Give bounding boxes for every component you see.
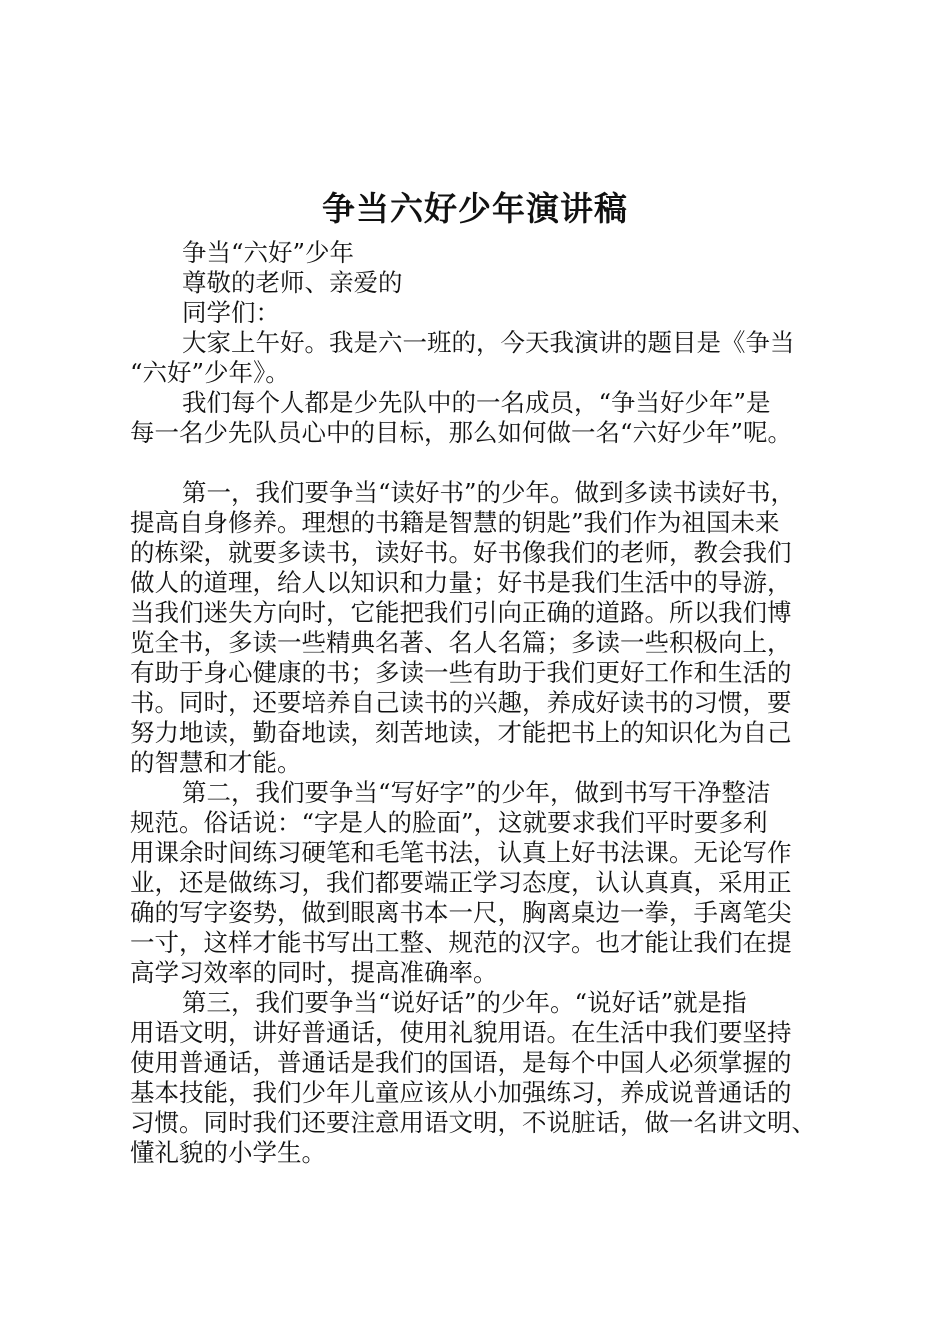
paragraph-line: 习惯。同时我们还要注意用语文明，不说脏话，做一名讲文明、 [130,1108,816,1137]
paragraph-line: 使用普通话，普通话是我们的国语，是每个中国人必须掌握的 [130,1048,792,1077]
paragraph-line: 懂礼貌的小学生。 [130,1138,326,1167]
paragraph-line: 第三，我们要争当“说好话”的少年。“说好话”就是指 [182,988,747,1017]
salutation-line: 同学们： [182,298,280,327]
paragraph-line: 一寸，这样才能书写出工整、规范的汉字。也才能让我们在提 [130,928,792,957]
paragraph-line: 的栋梁，就要多读书，读好书。好书像我们的老师，教会我们 [130,538,792,567]
salutation-line: 尊敬的老师、亲爱的 [182,268,403,297]
paragraph-line: 规范。俗话说：“字是人的脸面”，这就要求我们平时要多利 [130,808,768,837]
paragraph-line: 提高自身修养。理想的书籍是智慧的钥匙”我们作为祖国未来 [130,508,780,537]
document-title: 争当六好少年演讲稿 [322,189,628,228]
paragraph-line: 的智慧和才能。 [130,748,302,777]
paragraph-spacer [130,448,835,478]
paragraph-line: 做人的道理，给人以知识和力量；好书是我们生活中的导游， [130,568,792,597]
paragraph-line: 每一名少先队员心中的目标，那么如何做一名“六好少年”呢。 [130,418,793,447]
paragraph-line: 努力地读，勤奋地读，刻苦地读，才能把书上的知识化为自己 [130,718,792,747]
paragraph-line: 书。同时，还要培养自己读书的兴趣，养成好读书的习惯，要 [130,688,792,717]
speech-heading: 争当“六好”少年 [182,238,355,267]
paragraph-line: 基本技能，我们少年儿童应该从小加强练习，养成说普通话的 [130,1078,792,1107]
paragraph-line: 我们每个人都是少先队中的一名成员，“争当好少年”是 [182,388,771,417]
paragraph-line: 览全书，多读一些精典名著、名人名篇；多读一些积极向上， [130,628,792,657]
paragraph-line: “六好”少年》。 [130,358,290,387]
paragraph-line: 有助于身心健康的书；多读一些有助于我们更好工作和生活的 [130,658,792,687]
paragraph-line: 用语文明，讲好普通话，使用礼貌用语。在生活中我们要坚持 [130,1018,792,1047]
paragraph-line: 当我们迷失方向时，它能把我们引向正确的道路。所以我们博 [130,598,792,627]
paragraph-line: 第二，我们要争当“写好字”的少年，做到书写干净整洁 [182,778,771,807]
paragraph-line: 业，还是做练习，我们都要端正学习态度，认认真真，采用正 [130,868,792,897]
document-body [130,238,835,1168]
paragraph-line: 大家上午好。我是六一班的，今天我演讲的题目是《争当 [182,328,795,357]
paragraph-line: 确的写字姿势，做到眼离书本一尺，胸离桌边一拳，手离笔尖 [130,898,792,927]
paragraph-line: 第一，我们要争当“读好书”的少年。做到多读书读好书， [182,478,796,507]
paragraph-line: 用课余时间练习硬笔和毛笔书法，认真上好书法课。无论写作 [130,838,792,867]
paragraph-line: 高学习效率的同时，提高准确率。 [130,958,498,987]
